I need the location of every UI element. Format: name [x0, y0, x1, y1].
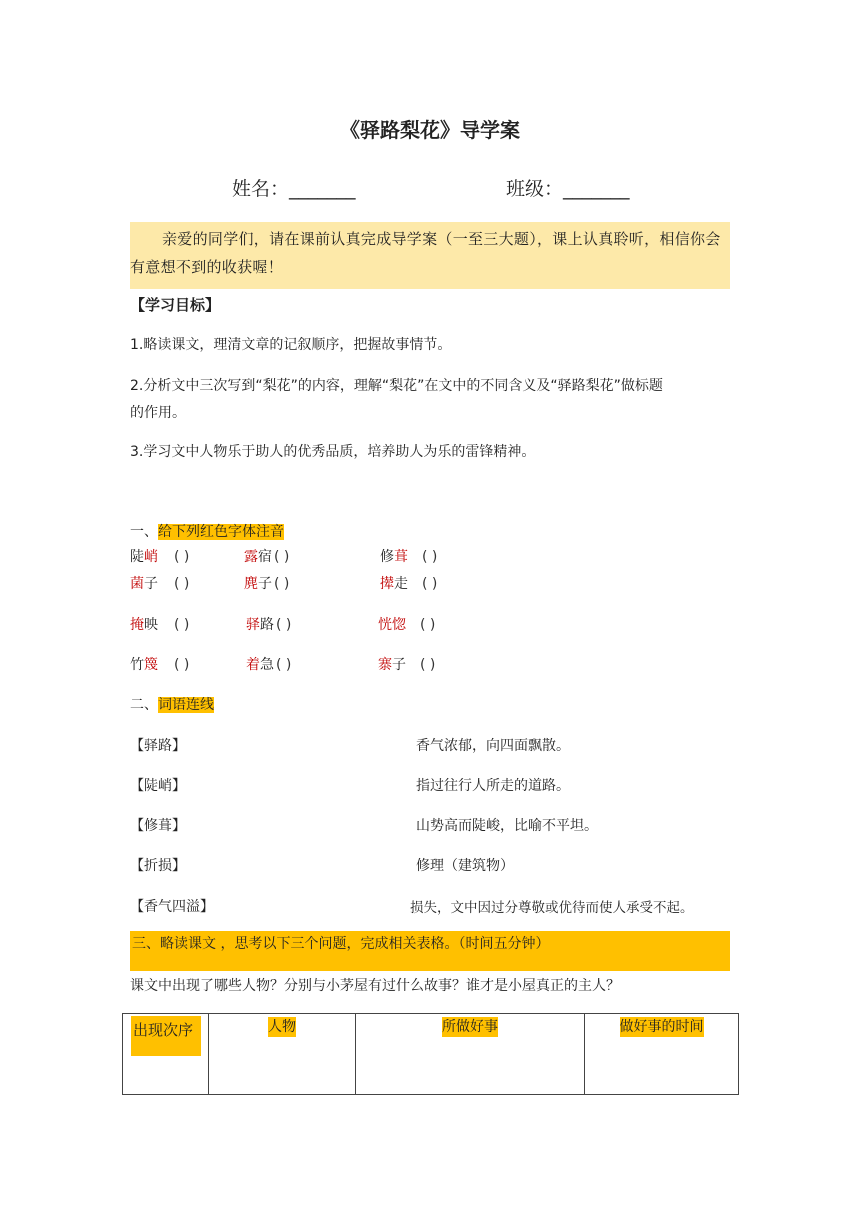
table-header-time: 做好事的时间 — [619, 1019, 704, 1035]
table-header-order: 出现次序 — [131, 1016, 201, 1056]
pinyin-item: 竹篾 ( ) — [130, 657, 190, 673]
match-right-definition: 香气浓郁，向四面飘散。 — [416, 738, 570, 754]
match-left-term: 【驿路】 — [130, 738, 186, 754]
intro-text: 亲爱的同学们，请在课前认真完成导学案（一至三大题），课上认真聆听，相信你会有意想不到的收获喔！ — [130, 230, 721, 276]
goals-heading: 【学习目标】 — [130, 296, 221, 314]
pinyin-item: 着急 ( ) — [246, 657, 292, 673]
pinyin-item: 驿路 ( ) — [246, 617, 292, 633]
table-header-cell — [356, 1014, 585, 1095]
match-left-term: 【折损】 — [130, 858, 186, 874]
story-table — [122, 1013, 739, 1095]
pinyin-item: 寨子 ( ) — [378, 657, 436, 673]
table-header-cell — [585, 1014, 739, 1095]
match-right-definition: 山势高而陡峻，比喻不平坦。 — [416, 818, 598, 834]
match-left-term: 【陡峭】 — [130, 778, 186, 794]
match-right-definition: 修理（建筑物） — [416, 858, 514, 874]
intro-box — [130, 222, 730, 289]
table-header-deed: 所做好事 — [442, 1019, 498, 1035]
section2-heading — [130, 694, 214, 714]
pinyin-item: 陡峭 ( ) — [130, 549, 190, 565]
pinyin-item: 麂子 ( ) — [244, 576, 290, 592]
match-right-definition: 指过往行人所走的道路。 — [416, 778, 570, 794]
pinyin-item: 露宿 ( ) — [244, 549, 290, 565]
section1-number: 一、 — [130, 524, 158, 540]
pinyin-item: 恍惚 ( ) — [378, 617, 436, 633]
pinyin-item: 修葺 ( ) — [380, 549, 438, 565]
pinyin-item: 菌子 ( ) — [130, 576, 190, 592]
section2-number: 二、 — [130, 697, 158, 713]
page-title: 《驿路梨花》导学案 — [340, 118, 520, 142]
match-left-term: 【香气四溢】 — [130, 899, 214, 915]
section1-title: 给下列红色字体注音 — [158, 524, 284, 540]
match-right-definition: 损失，文中因过分尊敬或优待而使人承受不起。 — [410, 900, 694, 916]
goal-item: 1.略读课文，理清文章的记叙顺序，把握故事情节。 — [130, 337, 452, 353]
pinyin-item: 撵走 ( ) — [380, 576, 438, 592]
section3-title: 三、略读课文 ，思考以下三个问题，完成相关表格。（时间五分钟） — [132, 936, 550, 952]
goal-item: 3.学习文中人物乐于助人的优秀品质，培养助人为乐的雷锋精神。 — [130, 444, 536, 460]
section3-question: 课文中出现了哪些人物？分别与小茅屋有过什么故事？谁才是小屋真正的主人？ — [130, 978, 620, 994]
pinyin-item: 掩映 ( ) — [130, 617, 190, 633]
table-header-cell — [209, 1014, 356, 1095]
table-header-person: 人物 — [268, 1019, 296, 1035]
section1-heading — [130, 521, 284, 541]
goal-item: 2.分析文中三次写到“梨花”的内容，理解“梨花”在文中的不同含义及“驿路梨花”做标题 — [130, 378, 663, 394]
class-field: 班级：_______ — [506, 178, 630, 200]
match-left-term: 【修葺】 — [130, 818, 186, 834]
name-field: 姓名：_______ — [232, 178, 356, 200]
section3-heading — [130, 931, 730, 971]
table-header-cell — [123, 1014, 209, 1095]
section2-title: 词语连线 — [158, 697, 214, 713]
goal-item: 的作用。 — [130, 405, 186, 421]
